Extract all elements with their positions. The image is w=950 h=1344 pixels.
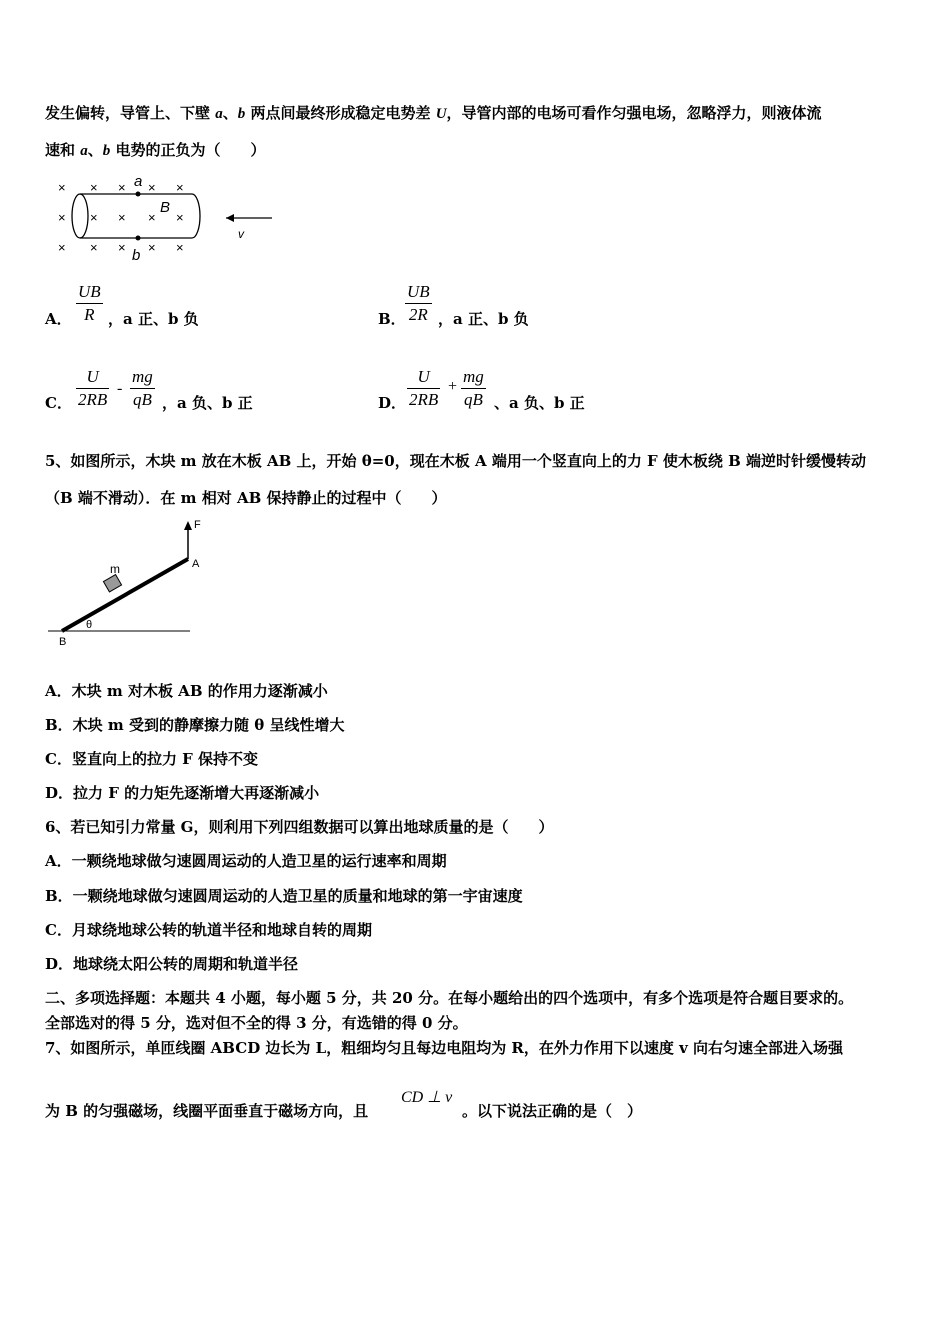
block-m: [103, 575, 121, 592]
q7-formula: CD ⊥ v: [401, 1089, 453, 1106]
q4-option-b-text: ，a 正、b 负: [438, 310, 529, 328]
q4-option-d-operator: +: [448, 378, 458, 395]
label-b: b: [132, 247, 141, 264]
q4-option-c-operator: -: [117, 380, 123, 397]
svg-text:×: ×: [118, 180, 126, 195]
svg-text:×: ×: [176, 180, 184, 195]
svg-text:×: ×: [90, 210, 98, 225]
q7-stem-line2b: 。以下说法正确的是（ ）: [462, 1102, 643, 1120]
svg-text:×: ×: [176, 240, 184, 255]
svg-text:×: ×: [148, 180, 156, 195]
label-a: a: [134, 173, 143, 190]
point-b: [136, 236, 141, 241]
q6-option-b[interactable]: B．一颗绕地球做匀速圆周运动的人造卫星的质量和地球的第一宇宙速度: [45, 887, 523, 905]
q4-option-d-letter[interactable]: D．: [378, 394, 407, 412]
q4-pipe-figure: [50, 172, 290, 268]
q4-option-b-fraction: $\frac{UB}{2R}$: [407, 282, 430, 324]
q4-stem-line2: 速和 a、b 电势的正负为（ ）: [45, 141, 266, 159]
svg-text:×: ×: [90, 240, 98, 255]
q4-option-a-fraction: $\frac{UB}{R}$: [78, 282, 101, 324]
q7-stem-line1: 7、如图所示，单匝线圈 ABCD 边长为 L，粗细均匀且每边电阻均为 R，在外力作用下以速度 v 向右匀速全部进入场强: [45, 1039, 844, 1057]
label-theta: θ: [86, 619, 93, 631]
point-a: [136, 192, 141, 197]
q4-option-c-letter[interactable]: C．: [45, 394, 72, 412]
q6-option-a[interactable]: A．一颗绕地球做匀速圆周运动的人造卫星的运行速率和周期: [45, 852, 447, 870]
q6-option-d[interactable]: D．地球绕太阳公转的周期和轨道半径: [45, 955, 299, 973]
label-B: B: [59, 636, 67, 648]
q5-option-d[interactable]: D．拉力 F 的力矩先逐渐增大再逐渐减小: [45, 784, 320, 802]
svg-text:×: ×: [90, 180, 98, 195]
q5-option-b[interactable]: B．木块 m 受到的静摩擦力随 θ 呈线性增大: [45, 716, 345, 734]
q4-option-a-text: ，a 正、b 负: [108, 310, 199, 328]
q4-option-a-letter[interactable]: A．: [45, 310, 72, 328]
label-B: B: [160, 199, 171, 216]
label-v: v: [238, 227, 244, 241]
svg-text:×: ×: [118, 210, 126, 225]
q5-option-c[interactable]: C．竖直向上的拉力 F 保持不变: [45, 750, 259, 768]
q5-option-a[interactable]: A．木块 m 对木板 AB 的作用力逐渐减小: [45, 682, 328, 700]
q7-stem-line2a: 为 B 的匀强磁场，线圈平面垂直于磁场方向，且: [45, 1102, 369, 1120]
q4-option-d-fraction1: $\frac{U}{2RB}$: [409, 367, 439, 409]
q4-option-d-fraction2: $\frac{mg}{qB}$: [463, 367, 484, 409]
q4-option-c-text: ，a 负、b 正: [162, 394, 253, 412]
magnetic-field-crosses: [58, 180, 184, 255]
q4-option-b-letter[interactable]: B．: [378, 310, 406, 328]
svg-text:×: ×: [148, 240, 156, 255]
label-m: m: [110, 562, 120, 576]
section2-heading-line2: 全部选对的得 5 分，选对但不全的得 3 分，有选错的得 0 分。: [45, 1014, 468, 1032]
svg-text:×: ×: [58, 240, 66, 255]
svg-text:×: ×: [58, 180, 66, 195]
q5-stem-line1: 5、如图所示，木块 m 放在木板 AB 上，开始 θ=0，现在木板 A 端用一个竖直向上的力 F 使木板绕 B 端逆时针缓慢转动: [45, 452, 867, 470]
q6-option-c[interactable]: C．月球绕地球公转的轨道半径和地球自转的周期: [45, 921, 372, 939]
q4-option-d-text: 、a 负、b 正: [494, 394, 585, 412]
board-AB: [62, 559, 188, 631]
label-A: A: [192, 558, 200, 570]
q4-option-c-fraction1: $\frac{U}{2RB}$: [78, 367, 108, 409]
svg-text:×: ×: [58, 210, 66, 225]
q5-stem-line2: （B 端不滑动）．在 m 相对 AB 保持静止的过程中（ ）: [45, 489, 447, 507]
svg-text:×: ×: [118, 240, 126, 255]
label-F: F: [194, 519, 201, 531]
q4-option-c-fraction2: $\frac{mg}{qB}$: [132, 367, 153, 409]
q4-stem-line1: 发生偏转，导管上、下壁 a、b 两点间最终形成稳定电势差 U，导管内部的电场可看作匀强电场，忽略浮力，则液体流: [45, 104, 822, 122]
q6-stem: 6、若已知引力常量 G，则利用下列四组数据可以算出地球质量的是（ ）: [45, 818, 554, 836]
svg-text:×: ×: [148, 210, 156, 225]
section2-heading-line1: 二、多项选择题：本题共 4 小题，每小题 5 分，共 20 分。在每小题给出的四个选项中，有多个选项是符合题目要求的。: [45, 989, 854, 1007]
q5-incline-figure: [44, 518, 214, 650]
svg-text:×: ×: [176, 210, 184, 225]
